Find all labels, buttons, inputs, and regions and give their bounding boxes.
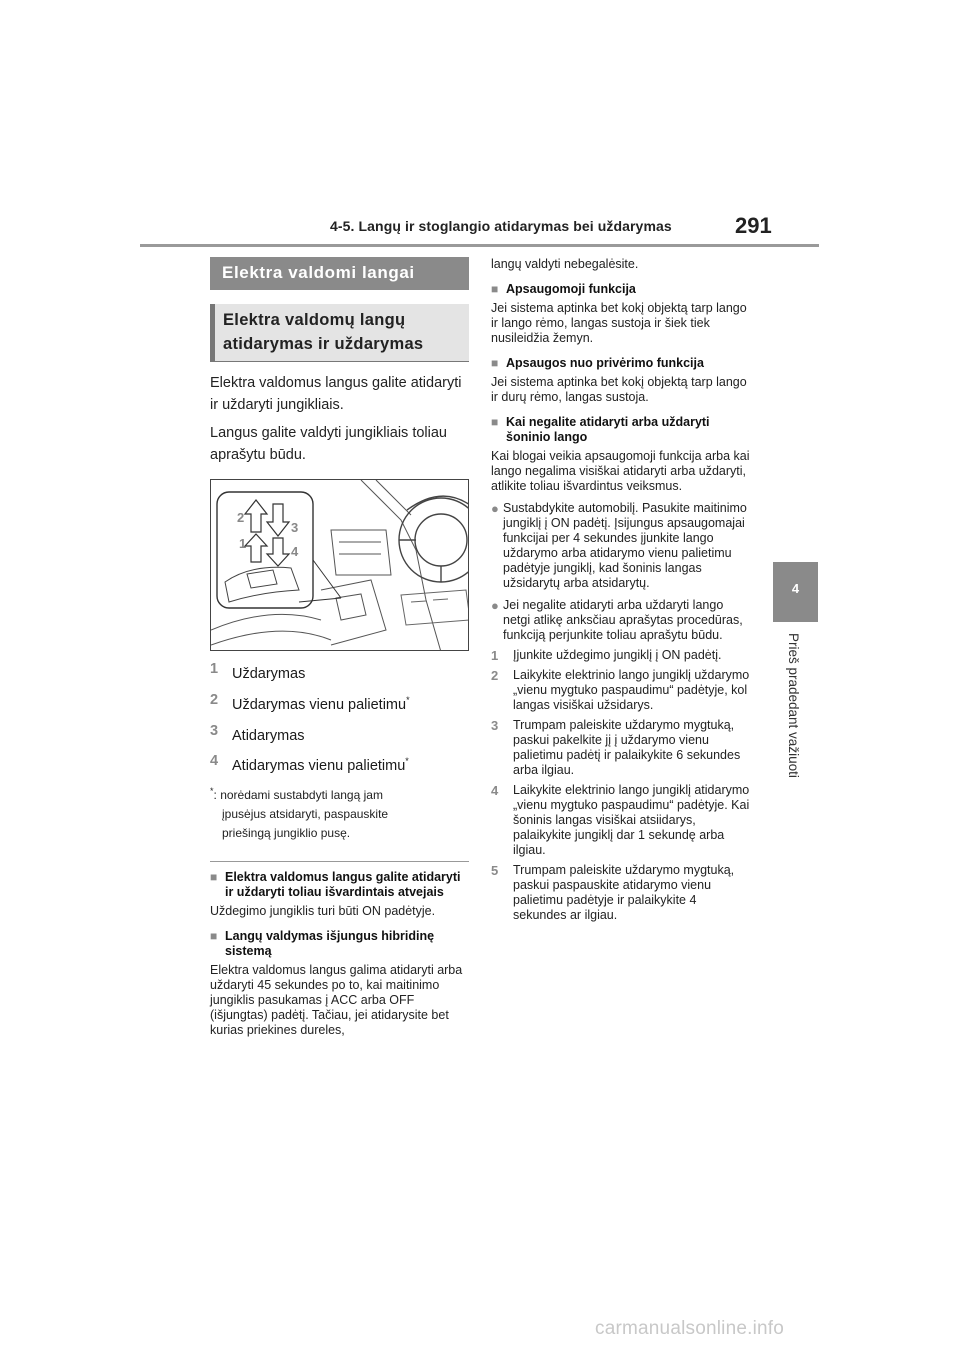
note-text: Jei sistema aptinka bet kokį objektą tarp lango ir lango rėmo, langas sustoja ir šiek tiek nusileidžia žemyn. <box>491 301 747 345</box>
note-heading: ■ Langų valdymas išjungus hibridinę sistemą <box>210 929 435 959</box>
footnote: *: norėdami sustabdyti langą jam įpusėjus atsidaryti, paspauskite priešingą jungiklio pusę. <box>210 782 469 843</box>
watermark: carmanualsonline.info <box>595 1318 785 1339</box>
chapter-tab <box>773 562 818 622</box>
continuation-text: langų valdyti nebegalėsite. <box>491 257 639 271</box>
list-item-text: Atidarymas <box>232 727 305 744</box>
circle-bullet-icon: ● <box>491 598 499 613</box>
intro-paragraph-1: Elektra valdomus langus galite atidaryti ir uždaryti jungikliais. <box>210 375 462 413</box>
note-text: Jei sistema aptinka bet kokį objektą tarp lango ir durų rėmo, langas sustoja. <box>491 375 747 404</box>
header-rule <box>140 244 819 247</box>
list-item <box>210 721 469 746</box>
note-heading: ■ Elektra valdomus langus galite atidaryti ir uždaryti toliau išvardintais atvejais <box>210 870 461 900</box>
square-bullet-icon: ■ <box>491 282 499 296</box>
intro-paragraph-2: Langus galite valdyti jungikliais toliau aprašytu būdu. <box>210 425 447 463</box>
note-heading: ■ Apsaugomoji funkcija <box>491 282 636 296</box>
list-item <box>210 751 469 776</box>
bullet-item: ● Jei negalite atidaryti arba uždaryti lango netgi atlikę anksčiau aprašytas procedūras, funkciją perjunkite toliau aprašytu būdu. <box>491 598 743 642</box>
figure-label-4: 4 <box>291 544 299 559</box>
figure-label-1: 1 <box>239 536 247 551</box>
page-number: 291 <box>735 213 772 238</box>
step-item <box>491 668 751 713</box>
divider <box>210 861 469 862</box>
step-text: Trumpam paleiskite uždarymo mygtuką, paskui paspauskite atidarymo vienu palietimu padėtyje ir palaikykite 4 sekundes ar ilgiau. <box>513 863 735 922</box>
step-item <box>491 718 751 778</box>
note-text: Kai blogai veikia apsaugomoji funkcija arba kai lango negalima visiškai atidaryti arba uždaryti, atlikite toliau išvardintus veiksmus. <box>491 449 750 493</box>
footnote-mark: * <box>210 786 214 797</box>
section-title: Elektra valdomi langai <box>210 257 469 290</box>
step-text: Laikykite elektrinio lango jungiklį uždarymo „vienu mygtuko paspaudimu“ padėtyje, kol langas visiškai užsidarys. <box>513 668 750 712</box>
footnote-line-3: priešingą jungiklio pusę. <box>222 826 351 841</box>
footnote-line-1: norėdami sustabdyti langą jam <box>220 788 383 803</box>
square-bullet-icon: ■ <box>210 870 218 885</box>
step-number: 1 <box>491 648 499 663</box>
list-item-number: 3 <box>210 722 219 739</box>
car-interior-drawing <box>211 480 469 651</box>
step-item <box>491 863 751 923</box>
list-item-text: Atidarymas vienu palietimu* <box>232 756 409 775</box>
square-bullet-icon: ■ <box>491 415 499 429</box>
window-switch-illustration <box>210 479 469 651</box>
step-number: 5 <box>491 863 499 878</box>
note-heading: ■ Kai negalite atidaryti arba uždaryti šoninio lango <box>491 415 710 444</box>
subsection-title: Elektra valdomų langų atidarymas ir uždarymas <box>210 304 469 362</box>
bullet-item: ● Sustabdykite automobilį. Pasukite maitinimo jungiklį į ON padėtį. Įsijungus apsaugomajai funkcijai per 4 sekundes įjunkite lango uždarymo arba atidarymo vienu palietimu padėtyje jungiklį, kad šoninis langas užsidarytų arba atsidarytų. <box>491 501 747 590</box>
operation-list <box>210 659 469 776</box>
square-bullet-icon: ■ <box>210 929 218 944</box>
left-column <box>210 257 469 1038</box>
right-column <box>491 257 751 923</box>
chapter-title: 4-5. Langų ir stoglangio atidarymas bei uždarymas <box>330 218 672 234</box>
step-number: 2 <box>491 668 499 683</box>
list-item-number: 4 <box>210 753 219 770</box>
note-heading: ■ Apsaugos nuo privėrimo funkcija <box>491 356 704 370</box>
circle-bullet-icon: ● <box>491 501 499 516</box>
step-text: Įjunkite uždegimo jungiklį į ON padėtį. <box>513 648 722 662</box>
note-text: Elektra valdomus langus galima atidaryti arba uždaryti 45 sekundes po to, kai maitinimo jungiklis pasukamas į ACC arba OFF (išjungtas) padėtį. Tačiau, jei atidarysite bet kurias priekines dureles, <box>210 963 463 1038</box>
side-caption-text: Prieš pradedant važiuoti <box>786 633 801 778</box>
step-text: Laikykite elektrinio lango jungiklį atidarymo „vienu mygtuko paspaudimu“ padėtyje. Kai šoninis langas visiškai atsiidarys, palaikykite jungiklį dar 1 sekundę arba ilgiau. <box>513 783 750 857</box>
side-caption <box>783 633 801 803</box>
figure-label-2: 2 <box>237 510 245 525</box>
step-text: Trumpam paleiskite uždarymo mygtuką, paskui pakelkite jį į uždarymo vienu palietimu padėtį ir palaikykite 6 sekundes arba ilgiau. <box>513 718 741 777</box>
footnote-line-2: įpusėjus atsidaryti, paspauskite <box>222 807 389 822</box>
list-item-text: Uždarymas <box>232 665 306 682</box>
square-bullet-icon: ■ <box>491 356 499 370</box>
step-number: 3 <box>491 718 499 733</box>
chapter-tab-number: 4 <box>791 581 800 596</box>
list-item <box>210 659 469 684</box>
step-item <box>491 783 751 858</box>
figure-label-3: 3 <box>291 520 299 535</box>
note-text: Uždegimo jungiklis turi būti ON padėtyje. <box>210 904 436 919</box>
list-item <box>210 690 469 715</box>
list-item-text: Uždarymas vienu palietimu* <box>232 694 410 713</box>
list-item-number: 1 <box>210 661 219 677</box>
list-item-number: 2 <box>210 691 219 708</box>
step-number: 4 <box>491 783 499 798</box>
step-item <box>491 648 751 663</box>
